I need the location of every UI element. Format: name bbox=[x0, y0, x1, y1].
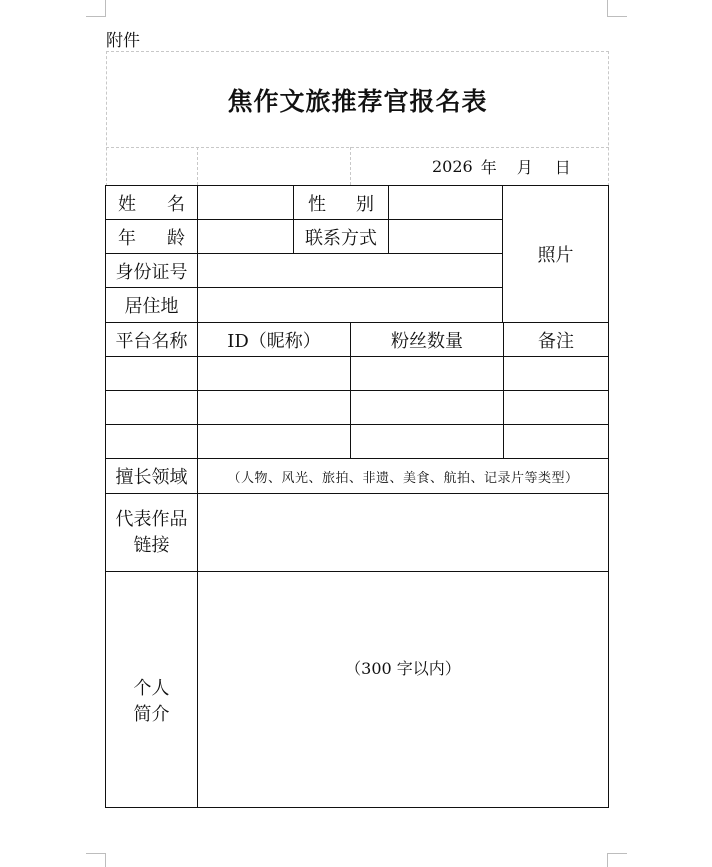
table-row[interactable] bbox=[106, 425, 608, 458]
photo-box[interactable]: 照片 bbox=[537, 245, 574, 266]
crop-mark bbox=[86, 16, 106, 17]
table-line bbox=[608, 185, 609, 808]
crop-mark bbox=[86, 853, 106, 854]
bio-label-line: 个人 bbox=[133, 678, 170, 699]
bio-label-line: 简介 bbox=[133, 704, 170, 725]
crop-mark bbox=[607, 16, 627, 17]
works-link-label-line: 链接 bbox=[133, 534, 170, 556]
residence-field[interactable] bbox=[198, 288, 502, 322]
table-line bbox=[105, 807, 609, 808]
gender-field[interactable] bbox=[389, 186, 502, 219]
works-link-field[interactable] bbox=[198, 494, 608, 571]
specialty-label: 擅长领域 bbox=[115, 467, 188, 488]
date-month-char: 月 bbox=[516, 157, 533, 177]
crop-mark bbox=[607, 853, 627, 854]
remarks-header: 备注 bbox=[538, 330, 574, 352]
name-label bbox=[106, 186, 197, 219]
table-row[interactable] bbox=[106, 357, 608, 390]
gender-label-char: 性 bbox=[308, 193, 326, 215]
date-day-char: 日 bbox=[554, 157, 571, 177]
works-link-label-line: 代表作品 bbox=[115, 508, 188, 530]
followers-header: 粉丝数量 bbox=[391, 330, 463, 352]
specialty-field[interactable]: （人物、风光、旅拍、非遗、美食、航拍、记录片等类型） bbox=[227, 470, 579, 486]
id-number-field[interactable] bbox=[198, 254, 502, 287]
table-row[interactable] bbox=[106, 391, 608, 424]
date-line bbox=[432, 154, 571, 178]
date-year-char: 年 bbox=[480, 157, 497, 177]
header-divider bbox=[106, 147, 609, 148]
name-label-char: 姓 bbox=[118, 193, 136, 215]
name-label-char: 名 bbox=[167, 193, 185, 215]
id-number-label: 身份证号 bbox=[115, 261, 188, 283]
attachment-label: 附件 bbox=[106, 31, 140, 51]
age-label-char: 年 bbox=[118, 227, 136, 249]
gender-label bbox=[294, 186, 388, 219]
platform-id-header: ID（昵称） bbox=[227, 330, 321, 352]
age-field[interactable] bbox=[198, 220, 293, 253]
form-title: 焦作文旅推荐官报名表 bbox=[227, 86, 488, 116]
contact-label: 联系方式 bbox=[305, 227, 377, 249]
age-label bbox=[106, 220, 197, 253]
crop-mark bbox=[607, 0, 608, 17]
age-label-char: 龄 bbox=[167, 227, 185, 249]
crop-mark bbox=[105, 0, 106, 17]
crop-mark bbox=[105, 853, 106, 867]
contact-field[interactable] bbox=[389, 220, 502, 253]
bio-label bbox=[106, 572, 197, 807]
name-field[interactable] bbox=[198, 186, 293, 219]
platform-name-header: 平台名称 bbox=[115, 330, 188, 352]
header-divider bbox=[350, 147, 351, 185]
residence-label: 居住地 bbox=[124, 296, 179, 317]
date-year: 2026 bbox=[432, 156, 473, 176]
header-divider bbox=[197, 147, 198, 185]
crop-mark bbox=[607, 853, 608, 867]
works-link-label bbox=[106, 494, 197, 571]
gender-label-char: 别 bbox=[356, 193, 374, 215]
bio-field[interactable]: （300 字以内） bbox=[345, 659, 461, 678]
